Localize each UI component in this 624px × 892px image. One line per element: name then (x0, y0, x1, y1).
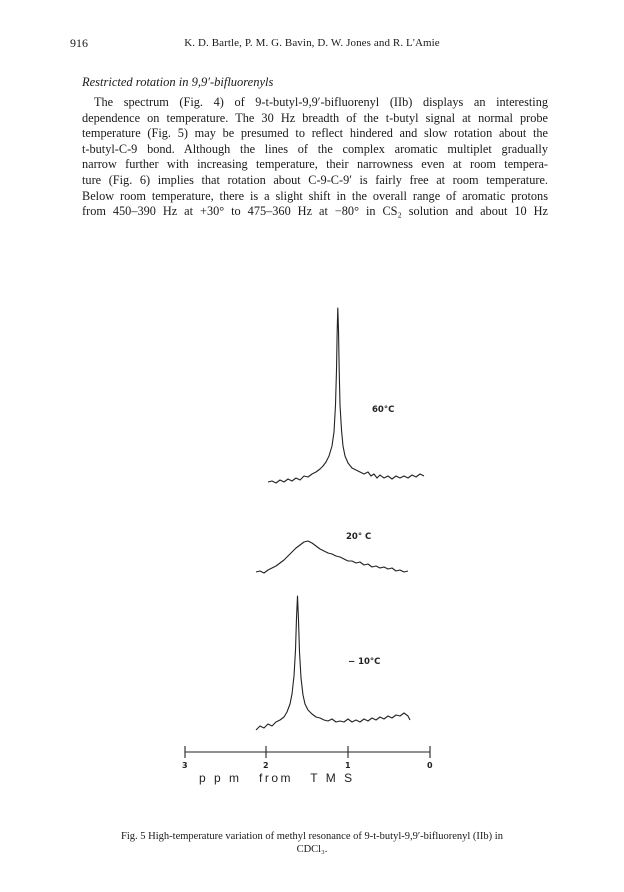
ppm-tick-label: 3 (182, 761, 188, 770)
spectrum-trace-minus10c (256, 596, 410, 730)
ppm-axis-title: p p m from T M S (199, 771, 355, 785)
spectrum-trace-20c (256, 541, 408, 573)
ppm-tick-label: 1 (345, 761, 351, 770)
body-line: ture (Fig. 6) implies that rotation about C-9-C-9′ is fairly free at room temperature. (82, 172, 548, 187)
body-line: from 450–390 Hz at +30° to 475–360 Hz at −80° in CS₂ solution and about 10 Hz (82, 204, 548, 219)
ppm-tick-label: 2 (263, 761, 269, 770)
running-head: K. D. Bartle, P. M. G. Bavin, D. W. Jones and R. L'Amie (184, 37, 440, 49)
temp-label-60c: 60°C (372, 405, 395, 415)
body-line: Below room temperature, there is a slight shift in the overall range of aromatic protons (82, 188, 548, 203)
ppm-tick-label: 0 (427, 761, 433, 770)
caption-line: Fig. 5 High-temperature variation of methyl resonance of 9-t-butyl-9,9′-bifluorenyl (IIb) in (121, 831, 503, 842)
body-line: The spectrum (Fig. 4) of 9-t-butyl-9,9′-bifluorenyl (IIb) displays an interesting (94, 95, 548, 109)
spectrum-trace-60c (268, 308, 424, 483)
temp-label-20c: 20° C (346, 532, 372, 542)
body-line: temperature (Fig. 5) may be presumed to reflect hindered and slow rotation about the (82, 126, 548, 141)
caption-line: CDCl₃. (296, 844, 328, 855)
body-line: t-butyl-C-9 bond. Although the lines of the complex aromatic multiplet gradually (82, 141, 548, 156)
temp-label-minus10c: − 10°C (348, 657, 381, 667)
page-number: 916 (70, 36, 88, 50)
section-title: Restricted rotation in 9,9′-bifluorenyls (82, 75, 274, 89)
body-line: narrow further with increasing temperature, their narrowness even at room tempera- (82, 157, 548, 172)
figure-caption (0, 830, 624, 856)
body-line: dependence on temperature. The 30 Hz breadth of the t-butyl signal at normal probe (82, 110, 548, 125)
